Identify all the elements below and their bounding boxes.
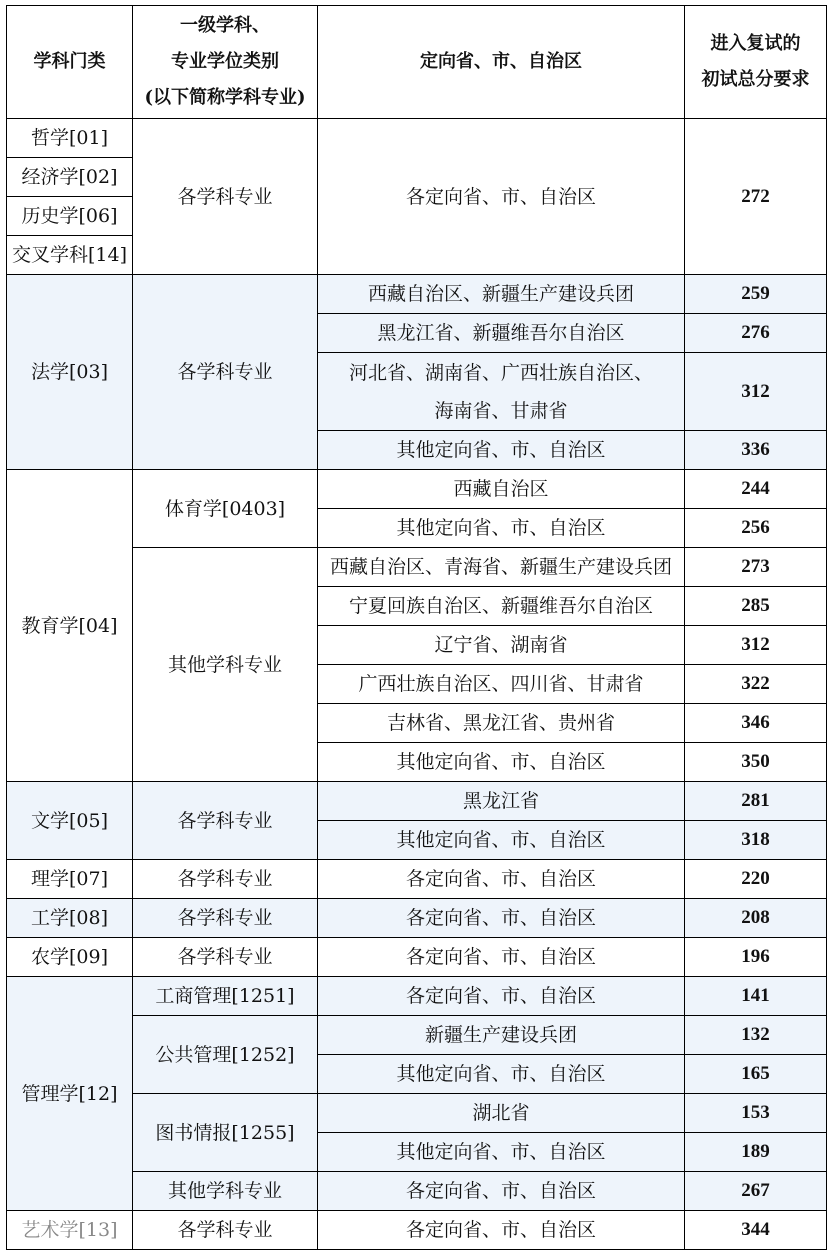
subject-cell: 各学科专业 (133, 899, 318, 938)
header-subject-line3: (以下简称学科专业) (144, 87, 306, 108)
score-cell: 220 (685, 860, 827, 899)
score-cell: 244 (685, 470, 827, 509)
region-cell: 各定向省、市、自治区 (318, 938, 685, 977)
category-cell: 法学[03] (7, 275, 133, 470)
subject-cell: 体育学[0403] (133, 470, 318, 548)
region-cell: 各定向省、市、自治区 (318, 860, 685, 899)
subject-cell: 公共管理[1252] (133, 1016, 318, 1094)
subject-cell: 图书情报[1255] (133, 1094, 318, 1172)
score-cell: 322 (685, 665, 827, 704)
score-cell: 273 (685, 548, 827, 587)
retest-score-table (6, 5, 827, 1250)
region-cell: 辽宁省、湖南省 (318, 626, 685, 665)
score-table-container (6, 5, 826, 1246)
subject-cell: 各学科专业 (133, 782, 318, 860)
region-cell: 新疆生产建设兵团 (318, 1016, 685, 1055)
region-cell: 各定向省、市、自治区 (318, 977, 685, 1016)
score-cell: 336 (685, 431, 827, 470)
region-cell: 其他定向省、市、自治区 (318, 1055, 685, 1094)
table-header-row (7, 6, 827, 119)
subject-cell: 各学科专业 (133, 860, 318, 899)
category-cell: 经济学[02] (7, 158, 133, 197)
header-score-line1: 进入复试的 (710, 33, 801, 54)
region-cell: 西藏自治区、新疆生产建设兵团 (318, 275, 685, 314)
region-cell: 广西壮族自治区、四川省、甘肃省 (318, 665, 685, 704)
region-cell: 其他定向省、市、自治区 (318, 821, 685, 860)
score-cell: 346 (685, 704, 827, 743)
region-line: 河北省、湖南省、广西壮族自治区、 (348, 361, 653, 384)
header-category: 学科门类 (7, 6, 133, 119)
score-cell: 285 (685, 587, 827, 626)
score-cell: 344 (685, 1211, 827, 1250)
region-cell: 各定向省、市、自治区 (318, 1172, 685, 1211)
score-cell: 153 (685, 1094, 827, 1133)
region-cell: 各定向省、市、自治区 (318, 899, 685, 938)
category-cell: 工学[08] (7, 899, 133, 938)
score-cell: 272 (685, 119, 827, 275)
category-cell: 教育学[04] (7, 470, 133, 782)
category-cell: 农学[09] (7, 938, 133, 977)
table-row (7, 977, 827, 1016)
region-cell (318, 353, 685, 431)
table-row (7, 119, 827, 158)
score-cell: 312 (685, 353, 827, 431)
region-cell: 黑龙江省、新疆维吾尔自治区 (318, 314, 685, 353)
score-cell: 165 (685, 1055, 827, 1094)
category-cell: 理学[07] (7, 860, 133, 899)
header-score-line2: 初试总分要求 (701, 69, 810, 90)
table-row (7, 938, 827, 977)
score-cell: 189 (685, 1133, 827, 1172)
region-cell: 吉林省、黑龙江省、贵州省 (318, 704, 685, 743)
table-row (7, 860, 827, 899)
table-row (7, 1211, 827, 1250)
category-cell: 艺术学[13] (7, 1211, 133, 1250)
score-cell: 276 (685, 314, 827, 353)
region-cell: 各定向省、市、自治区 (318, 119, 685, 275)
score-cell: 208 (685, 899, 827, 938)
region-cell: 西藏自治区 (318, 470, 685, 509)
region-cell: 宁夏回族自治区、新疆维吾尔自治区 (318, 587, 685, 626)
score-cell: 281 (685, 782, 827, 821)
category-cell: 文学[05] (7, 782, 133, 860)
region-cell: 其他定向省、市、自治区 (318, 743, 685, 782)
header-region: 定向省、市、自治区 (318, 6, 685, 119)
subject-cell: 各学科专业 (133, 1211, 318, 1250)
header-subject-line2: 专业学位类别 (171, 51, 279, 72)
region-cell: 其他定向省、市、自治区 (318, 431, 685, 470)
table-row (7, 470, 827, 509)
subject-cell: 各学科专业 (133, 119, 318, 275)
score-cell: 350 (685, 743, 827, 782)
header-score (685, 6, 827, 119)
category-cell: 交叉学科[14] (7, 236, 133, 275)
score-cell: 312 (685, 626, 827, 665)
category-cell: 管理学[12] (7, 977, 133, 1211)
header-subject-line1: 一级学科、 (180, 15, 270, 36)
region-cell: 黑龙江省 (318, 782, 685, 821)
region-cell: 其他定向省、市、自治区 (318, 509, 685, 548)
score-cell: 132 (685, 1016, 827, 1055)
score-cell: 318 (685, 821, 827, 860)
score-cell: 141 (685, 977, 827, 1016)
score-cell: 196 (685, 938, 827, 977)
table-row (7, 782, 827, 821)
score-cell: 256 (685, 509, 827, 548)
subject-cell: 各学科专业 (133, 938, 318, 977)
region-cell: 西藏自治区、青海省、新疆生产建设兵团 (318, 548, 685, 587)
category-cell: 历史学[06] (7, 197, 133, 236)
region-cell: 湖北省 (318, 1094, 685, 1133)
subject-cell: 工商管理[1251] (133, 977, 318, 1016)
region-cell: 各定向省、市、自治区 (318, 1211, 685, 1250)
region-line: 海南省、甘肃省 (434, 399, 568, 422)
score-cell: 267 (685, 1172, 827, 1211)
subject-cell: 其他学科专业 (133, 1172, 318, 1211)
table-row (7, 899, 827, 938)
header-subject (133, 6, 318, 119)
category-cell: 哲学[01] (7, 119, 133, 158)
subject-cell: 各学科专业 (133, 275, 318, 470)
subject-cell: 其他学科专业 (133, 548, 318, 782)
region-cell: 其他定向省、市、自治区 (318, 1133, 685, 1172)
table-row (7, 275, 827, 314)
score-cell: 259 (685, 275, 827, 314)
